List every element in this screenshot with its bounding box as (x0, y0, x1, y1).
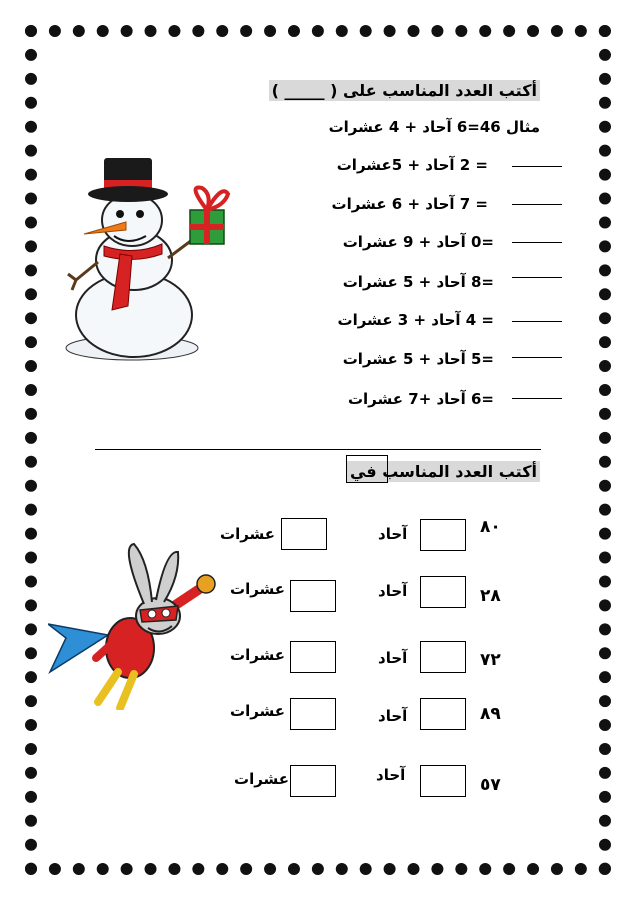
answer-blank[interactable] (512, 357, 562, 358)
answer-blank[interactable] (512, 242, 562, 243)
tens-label: عشرات (220, 525, 276, 543)
tens-label: عشرات (234, 770, 290, 788)
ones-label: آحاد (378, 707, 408, 725)
exercise-row: = 4 آحاد + 3 عشرات (337, 311, 494, 329)
ones-box[interactable] (420, 641, 466, 673)
example-line: مثال 46=6 آحاد + 4 عشرات (328, 118, 540, 136)
section2-title: أكتب العدد المناسب في (347, 461, 540, 482)
number-label: ٧٢ (480, 650, 501, 670)
answer-blank[interactable] (512, 321, 562, 322)
exercise-row: =6 آحاد +7 عشرات (347, 390, 494, 408)
exercise-row: =0 آحاد + 9 عشرات (342, 233, 494, 251)
ones-label: آحاد (378, 649, 408, 667)
section1-title: أكتب العدد المناسب على ( _____ ) (269, 80, 540, 101)
tens-box[interactable] (290, 698, 336, 730)
rabbit-superhero-illustration (48, 540, 223, 710)
ones-label: آحاد (378, 525, 408, 543)
exercise-row: = 7 آحاد + 6 عشرات (331, 195, 488, 213)
exercise-row: =8 آحاد + 5 عشرات (342, 273, 494, 291)
tens-label: عشرات (230, 646, 286, 664)
title-sample-box (346, 455, 388, 483)
ones-box[interactable] (420, 576, 466, 608)
answer-blank[interactable] (512, 398, 562, 399)
ones-label: آحاد (378, 582, 408, 600)
exercise-row: = 2 آحاد + 5عشرات (336, 156, 488, 174)
answer-blank[interactable] (512, 166, 562, 167)
tens-box[interactable] (290, 580, 336, 612)
answer-blank[interactable] (512, 204, 562, 205)
tens-box[interactable] (290, 641, 336, 673)
answer-blank[interactable] (512, 277, 562, 278)
tens-box[interactable] (281, 518, 327, 550)
exercise-row: =5 آحاد + 5 عشرات (342, 350, 494, 368)
ones-box[interactable] (420, 765, 466, 797)
tens-label: عشرات (230, 580, 286, 598)
tens-box[interactable] (290, 765, 336, 797)
tens-label: عشرات (230, 702, 286, 720)
number-label: ٨٩ (480, 704, 501, 724)
snowman-illustration (62, 150, 242, 365)
section-divider (95, 449, 541, 450)
number-label: ٥٧ (480, 775, 501, 795)
ones-label: آحاد (376, 766, 406, 784)
number-label: ٢٨ (480, 586, 501, 606)
number-label: ٨٠ (480, 517, 501, 537)
ones-box[interactable] (420, 698, 466, 730)
ones-box[interactable] (420, 519, 466, 551)
